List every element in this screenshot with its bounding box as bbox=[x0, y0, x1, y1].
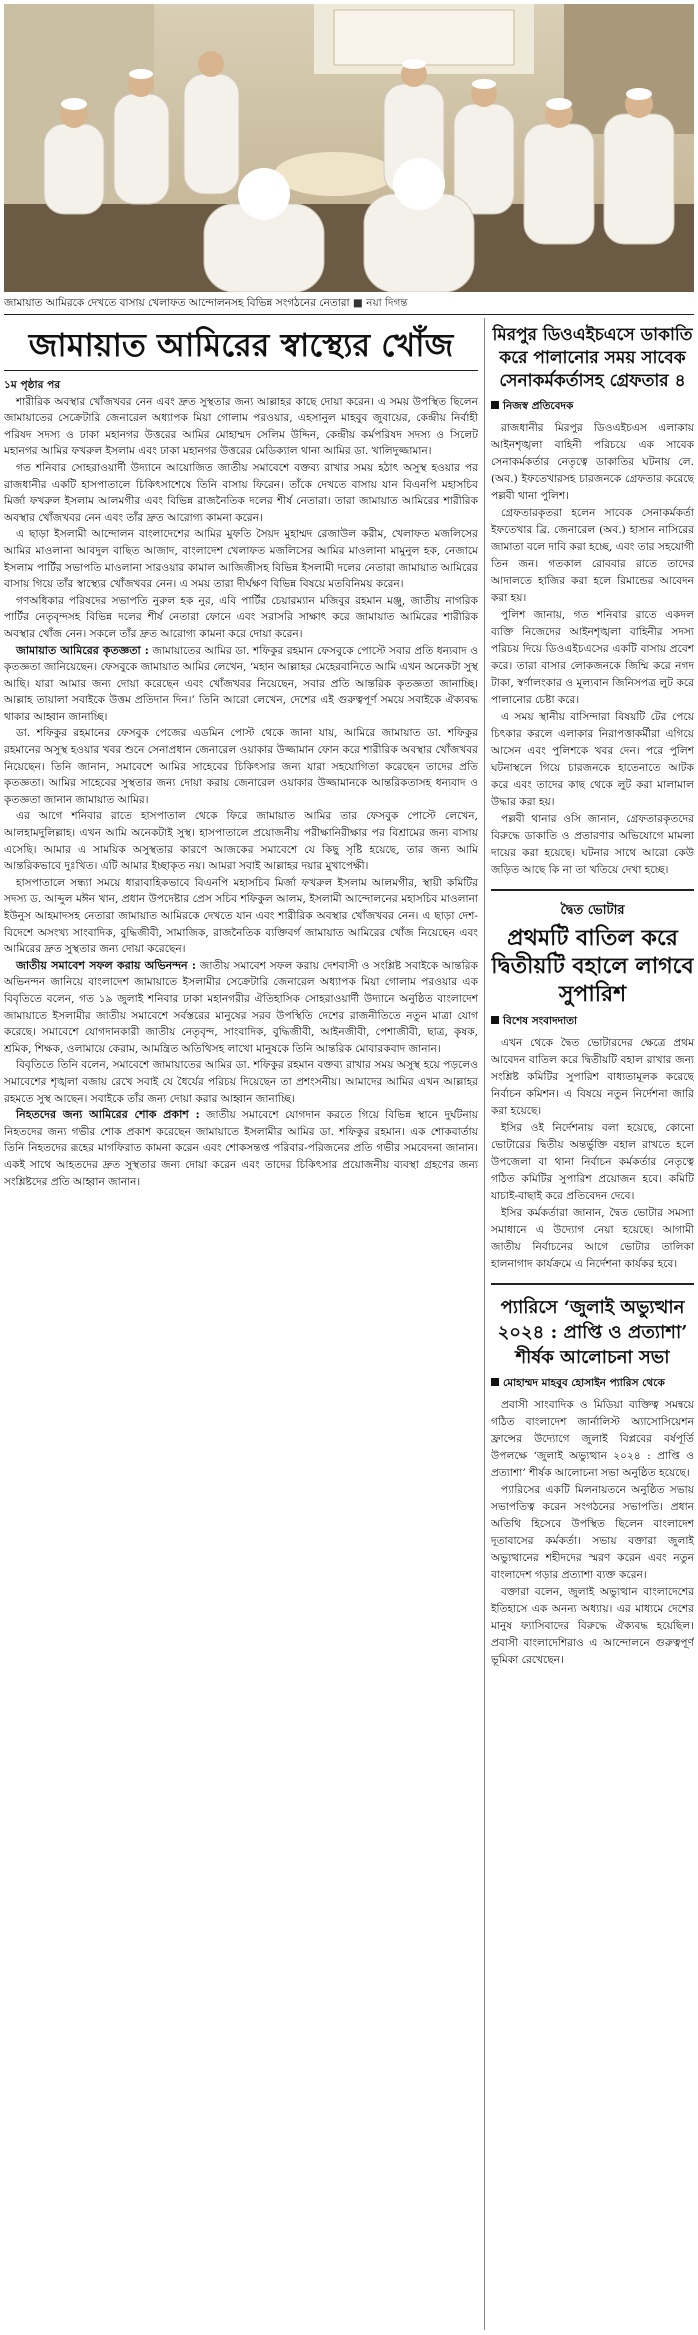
robbery-paragraph: এ সময় স্থানীয় বাসিন্দারা বিষয়টি টের পেয়ে চিৎকার করলে এলাকার নিরাপত্তাকর্মীরা এগিয়ে আসেন এবং পুলিশকে খবর দেন। পরে পুলিশ ঘটনাস্থলে গিয়ে চারজনকে হাতেনাতে আটক করে এবং তাদের কাছ থেকে লুট করা মালামাল উদ্ধার করা হয়। bbox=[491, 711, 694, 808]
caption-text: জামায়াত আমিরকে দেখতে বাসায় খেলাফত আন্দোলনসহ বিভিন্ন সংগঠনের নেতারা bbox=[4, 297, 350, 309]
paris-paragraph: প্রবাসী সাংবাদিক ও মিডিয়া ব্যক্তিত্ব সমন্বয়ে গঠিত বাংলাদেশ জার্নালিস্ট অ্যাসোসিয়েশন ফ্রান্সের উদ্যোগে জুলাই বিপ্লবের বর্ষপূর্তি উপলক্ষে ‘জুলাই অভ্যুত্থান ২০২৪ : প্রাপ্তি ও প্রত্যাশা’ শীর্ষক আলোচনা সভা অনুষ্ঠিত হয়েছে। bbox=[491, 1399, 694, 1479]
meeting-photo bbox=[4, 4, 694, 292]
section-text: জামায়াতের আমির ডা. শফিকুর রহমান ফেসবুকে পোস্টে সবার প্রতি ধন্যবাদ ও কৃতজ্ঞতা জানিয়েছেন। ফেসবুকে জামায়াত আমির লেখেন, ‘মহান আল্লাহর মেহেরবানিতে আমি এখন অনেকটা সুস্থ আছি। যারা আমার জন্য দোয়া করেছেন এবং খোঁজখবর নিয়েছেন, সবার প্রতি আন্তরিক কৃতজ্ঞতা জানাচ্ছি। আল্লাহ তায়ালা সবাইকে উত্তম প্রতিদান দিন।’ তিনি আরো লেখেন, দেশের এই গুরুত্বপূর্ণ সময়ে সবাইকে ঐক্যবদ্ধ থাকার আহ্বান জানাচ্ছি। bbox=[4, 644, 478, 723]
section-heading: জাতীয় সমাবেশ সফল করায় অভিনন্দন : bbox=[16, 958, 196, 972]
main-paragraph: শারীরিক অবস্থার খোঁজখবর নেন এবং দ্রুত সুস্থতার জন্য আল্লাহর কাছে দোয়া করেন। এ সময় উপস্থিত ছিলেন জামায়াতের সেক্রেটারি জেনারেল অধ্যাপক মিয়া গোলাম পরওয়ার, এহসানুল মাহবুব জুবায়ের, কেন্দ্রীয় নির্বাহী পরিষদ সদস্য ও ঢাকা মহানগর উত্তরের আমির মোহাম্মদ সেলিম উদ্দিন, কেন্দ্রীয় কর্মপরিষদ সদস্য ও সিলেট মহানগর আমির ফখরুল ইসলাম এবং ঢাকা মহানগর উত্তরের মেডিক্যাল থানা আমির ডা. খালিদুজ্জামান। bbox=[4, 395, 478, 458]
paris-paragraph: বক্তারা বলেন, জুলাই অভ্যুত্থান বাংলাদেশের ইতিহাসে এক অনন্য অধ্যায়। এর মাধ্যমে দেশের মানুষ ফ্যাসিবাদের বিরুদ্ধে ঐক্যবদ্ধ হয়েছিল। প্রবাসী বাংলাদেশিরাও এ আন্দোলনে গুরুত্বপূর্ণ ভূমিকা রেখেছেন। bbox=[491, 1586, 694, 1666]
dual-voter-paragraph: ইসির ওই নির্দেশনায় বলা হয়েছে, কোনো ভোটারের দ্বিতীয় অন্তর্ভুক্তি বহাল রাখতে হলে উপজেলা বা থানা নির্বাচন কর্মকর্তার নেতৃত্বে গঠিত কমিটির সুপারিশ প্রয়োজন হবে। কমিটি যাচাই-বাছাই করে প্রতিবেদন দেবে। bbox=[491, 1122, 694, 1202]
robbery-paragraph: পুলিশ জানায়, গত শনিবার রাতে একদল ব্যক্তি নিজেদের আইনশৃঙ্খলা বাহিনীর সদস্য পরিচয় দিয়ে ডিওএইচএসের একটি বাসায় প্রবেশ করে। তারা বাসার লোকজনকে জিম্মি করে নগদ টাকা, স্বর্ণালংকার ও মূল্যবান জিনিসপত্র লুট করে পালানোর চেষ্টা করে। bbox=[491, 609, 694, 706]
dual-voter-headline: প্রথমটি বাতিল করে দ্বিতীয়টি বহালে লাগবে সুপারিশ bbox=[491, 925, 694, 1007]
section-text: জাতীয় সমাবেশ সফল করায় দেশবাসী ও সংশ্লিষ্ট সবাইকে আন্তরিক অভিনন্দন জানিয়ে বাংলাদেশ জামায়াতে ইসলামীর সেক্রেটারি জেনারেল অধ্যাপক মিয়া গোলাম পরওয়ার এক বিবৃতিতে বলেন, গত ১৯ জুলাই শনিবার ঢাকা মহানগরীর ঐতিহাসিক সোহরাওয়ার্দী উদ্যানে অনুষ্ঠিত বাংলাদেশ জামায়াতে ইসলামীর জাতীয় সমাবেশে সর্বস্তরের মানুষের সরব উপস্থিতি দেশের রাজনীতিতে নতুন মাত্রা যোগ করেছে। সমাবেশে যোগদানকারী জাতীয় নেতৃবৃন্দ, সাংবাদিক, বুদ্ধিজীবী, আইনজীবী, পেশাজীবী, ছাত্র, কৃষক, শ্রমিক, শিক্ষক, ওলামায়ে কেরাম, আমন্ত্রিত অতিথিসহ লাখো মানুষকে তিনি আন্তরিক মোবারকবাদ জানান। bbox=[4, 959, 478, 1055]
main-headline: জামায়াত আমিরের স্বাস্থ্যের খোঁজ bbox=[4, 326, 478, 371]
dual-voter-byline: বিশেষ সংবাদদাতা bbox=[503, 1015, 578, 1027]
story-paris bbox=[491, 1295, 694, 1669]
section-text: বিবৃতিতে তিনি বলেন, সমাবেশে জামায়াতের আমির ডা. শফিকুর রহমান বক্তব্য রাখার সময় অসুস্থ হয়ে পড়লেও সমাবেশের শৃঙ্খলা বজায় রেখে সবাই যে ধৈর্যের পরিচয় দিয়েছেন তা প্রশংসনীয়। আমাদের আমির এখন আল্লাহর রহমতে সুস্থ আছেন। সবাইকে তাঁর জন্য দোয়া করার আহ্বান জানাচ্ছি। bbox=[4, 1059, 478, 1105]
story-separator bbox=[491, 889, 694, 891]
story-separator bbox=[491, 1283, 694, 1285]
section-text: জাতীয় সমাবেশে যোগদান করতে গিয়ে বিভিন্ন স্থানে দুর্ঘটনায় নিহতদের জন্য গভীর শোক প্রকাশ করেছেন জামায়াতে ইসলামীর আমির ডা. শফিকুর রহমান। এক শোকবার্তায় তিনি নিহতদের রূহের মাগফিরাত কামনা করেন এবং শোকসন্তপ্ত পরিবার-পরিজনের প্রতি গভীর সমবেদনা জানান। একই সাথে আহতদের দ্রুত সুস্থতার জন্য দোয়া করেন এবং তাদের চিকিৎসার প্রয়োজনীয় ব্যবস্থা গ্রহণের জন্য সংশ্লিষ্টদের প্রতি আহ্বান জানান। bbox=[4, 1109, 478, 1188]
paris-byline: মোহাম্মদ মাহবুব হোসাইন প্যারিস থেকে bbox=[503, 1377, 665, 1389]
news-photo bbox=[4, 4, 694, 292]
robbery-byline: নিজস্ব প্রতিবেদক bbox=[503, 400, 574, 412]
section-heading: নিহতদের জন্য আমিরের শোক প্রকাশ : bbox=[16, 1108, 200, 1122]
side-column bbox=[491, 318, 694, 2330]
dual-voter-kicker: দ্বৈত ভোটার bbox=[560, 903, 625, 918]
section-text: ডা. শফিকুর রহমানের ফেসবুক পেজের এডমিন পোস্ট থেকে জানা যায়, আমিরে জামায়াত ডা. শফিকুর রহমানের অসুস্থ হওয়ার খবর শুনে সেনাপ্রধান জেনারেল ওয়াকার উজ্জামান ফোন করে শারীরিক অবস্থার খোঁজখবর নিয়েছেন। তিনি জানান, সমাবেশে আমির সাহেবের চিকিৎসার জন্য যারা সহযোগিতা করেছেন তাদের প্রতি কৃতজ্ঞতা। আমির সাহেবের সুস্থতার জন্য দোয়া করায় জেনারেল ওয়াকার উজ্জামানকে আন্তরিকতাসহ ধন্যবাদ ও কৃতজ্ঞতা জানান জামায়াত আমির। bbox=[4, 727, 478, 806]
continued-label: ১ম পৃষ্ঠার পর bbox=[4, 379, 61, 391]
dual-voter-paragraph: এখন থেকে দ্বৈত ভোটারদের ক্ষেত্রে প্রথম আবেদন বাতিল করে দ্বিতীয়টি বহাল রাখার জন্য সংশ্লিষ্ট কমিটির সুপারিশ বাধ্যতামূলক করেছে নির্বাচন কমিশন। এ বিষয়ে নতুন নির্দেশনা জারি করা হয়েছে। bbox=[491, 1037, 694, 1117]
main-paragraph: এ ছাড়া ইসলামী আন্দোলন বাংলাদেশের আমির মুফতি সৈয়দ মুহাম্মদ রেজাউল করীম, খেলাফত মজলিসের আমির মাওলানা আবদুল বাছিত আজাদ, বাংলাদেশ খেলাফত মজলিসের আমির মাওলানা মামুনুল হক, নেজামে ইসলাম পার্টির সভাপতি মাওলানা সারওয়ার কামাল আজিজীসহ বিভিন্ন ইসলামী দলের নেতারা জামায়াত আমিরের বাসায় গিয়ে তাঁর স্বাস্থ্যের খোঁজখবর নেন। এ সময় তারা দীর্ঘক্ষণ বিভিন্ন বিষয়ে মতবিনিময় করেন। bbox=[4, 528, 478, 591]
story-robbery bbox=[491, 324, 694, 879]
dual-voter-paragraph: ইসির কর্মকর্তারা জানান, দ্বৈত ভোটার সমস্যা সমাধানে এ উদ্যোগ নেয়া হয়েছে। আগামী জাতীয় নির্বাচনের আগে ভোটার তালিকা হালনাগাদ কার্যক্রমে এ নির্দেশনা কার্যকর হবে। bbox=[491, 1207, 694, 1270]
main-paragraph: গণঅধিকার পরিষদের সভাপতি নুরুল হক নুর, এবি পার্টির চেয়ারম্যান মজিবুর রহমান মঞ্জু, জাতীয় নাগরিক পার্টির নেতৃবৃন্দসহ বিভিন্ন দলের শীর্ষ নেতারা ফোনে এবং সরাসরি সাক্ষাৎ করে জামায়াত আমিরের শারীরিক অবস্থার খোঁজ নেন। সকলে তাঁর দ্রুত আরোগ্য কামনা করে দোয়া করেন। bbox=[4, 594, 478, 640]
column-divider bbox=[484, 318, 485, 2330]
main-paragraph: গত শনিবার সোহরাওয়ার্দী উদ্যানে আয়োজিত জাতীয় সমাবেশে বক্তব্য রাখার সময় হঠাৎ অসুস্থ হওয়ার পর রাজধানীর একটি হাসপাতালে চিকিৎসাশেষে তিনি বাসায় ফিরেন। তাঁকে দেখতে বাসায় যান বিএনপি মহাসচিব মির্জা ফখরুল ইসলাম আলমগীর এবং বিভিন্ন রাজনৈতিক দলের শীর্ষ নেতারা। তারা জামায়াত আমিরের শারীরিক অবস্থার খোঁজখবর নেন এবং তাঁর দ্রুত আরোগ্য কামনা করেন। bbox=[4, 461, 478, 524]
bullet-icon bbox=[491, 1378, 499, 1386]
paris-headline: প্যারিসে ‘জুলাই অভ্যুত্থান ২০২৪ : প্রাপ্তি ও প্রত্যাশা’ শীর্ষক আলোচনা সভা bbox=[497, 1297, 688, 1368]
section-heading: জামায়াত আমিরের কৃতজ্ঞতা : bbox=[16, 643, 149, 657]
bullet-icon bbox=[491, 1016, 499, 1024]
section-text: এর আগে শনিবার রাতে হাসপাতাল থেকে ফিরে জামায়াত আমির তার ফেসবুক পোস্টে লেখেন, আলহামদুলিল্লাহ। এখন আমি অনেকটাই সুস্থ। হাসপাতালে প্রয়োজনীয় পরীক্ষানিরীক্ষার পর বিশ্রামের জন্য বাসায় এসেছি। আমার এ সাময়িক অসুস্থতার কারণে আজকের সমাবেশে যে কিছু সৃষ্টি হয়েছে, তার জন্য আমি আন্তরিকভাবে দুঃখিত। এটি আমার ইচ্ছাকৃত নয়। আমরা সবাই আল্লাহর দয়ার মুখাপেক্ষী। bbox=[4, 810, 478, 873]
story-dual-voter bbox=[491, 901, 694, 1273]
robbery-headline: মিরপুর ডিওএইচএসে ডাকাতি করে পালানোর সময় সাবেক সেনাকর্মকর্তাসহ গ্রেফতার ৪ bbox=[492, 325, 693, 391]
robbery-paragraph: পল্লবী থানার ওসি জানান, গ্রেফতারকৃতদের বিরুদ্ধে ডাকাতি ও প্রতারণার অভিযোগে মামলা দায়ের করা হয়েছে। ঘটনার সাথে আরো কেউ জড়িত আছে কি না তা খতিয়ে দেখা হচ্ছে। bbox=[491, 813, 694, 876]
paris-paragraph: প্যারিসের একটি মিলনায়তনে অনুষ্ঠিত সভায় সভাপতিত্ব করেন সংগঠনের সভাপতি। প্রধান অতিথি হিসেবে উপস্থিত ছিলেন বাংলাদেশ দূতাবাসের কর্মকর্তা। সভায় বক্তারা জুলাই অভ্যুত্থানের শহীদদের স্মরণ করেন এবং নতুন বাংলাদেশ গড়ার প্রত্যাশা ব্যক্ত করেন। bbox=[491, 1484, 694, 1581]
caption-credit: ■ নয়া দিগন্ত bbox=[352, 297, 408, 309]
photo-caption bbox=[4, 292, 694, 315]
bullet-icon bbox=[491, 401, 499, 409]
section-text: হাসপাতালে সন্ধ্যা সময়ে ধারাবাহিকভাবে বিএনপি মহাসচিব মির্জা ফখরুল ইসলাম আলমগীর, স্থায়ী কমিটির সদস্য ড. আব্দুল মঈন খান, প্রধান উপদেষ্টার প্রেস সচিব শফিকুল আলম, ইসলামী আন্দোলনের মহাসচিব মাওলানা ইউনুস আহমাদসহ নেতারা জামায়াত আমিরকে দেখতে যান এবং শারীরিক অবস্থার খোঁজখবর নেন। এ ছাড়া দেশ-বিদেশে অসংখ্য সাংবাদিক, বুদ্ধিজীবী, সামাজিক, রাজনৈতিক ব্যক্তিবর্গ জামায়াত আমিরের খোঁজ নিয়েছেন এবং আমিরের দ্রুত সুস্থতার জন্য দোয়া করেছেন। bbox=[4, 876, 478, 956]
main-story bbox=[4, 318, 478, 2330]
robbery-paragraph: রাজধানীর মিরপুর ডিওএইচএস এলাকায় আইনশৃঙ্খলা বাহিনী পরিচয়ে এক সাবেক সেনাকর্মকর্তার নেতৃত্বে ডাকাতির ঘটনায় লে. (অব.) ইফতেখারসহ চারজনকে গ্রেফতার করেছে পল্লবী থানা পুলিশ। bbox=[491, 422, 694, 502]
robbery-paragraph: গ্রেফতারকৃতরা হলেন সাবেক সেনাকর্মকর্তা ইফতেখার ব্রি. জেনারেল (অব.) হাসান নাসিরের জামাতা বলে দাবি করা হচ্ছে, এবং তার সহযোগী তিন জন। গতকাল রোববার রাতে তাদের আদালতে হাজির করা হলে রিমান্ডের আবেদন করা হয়। bbox=[491, 507, 694, 604]
